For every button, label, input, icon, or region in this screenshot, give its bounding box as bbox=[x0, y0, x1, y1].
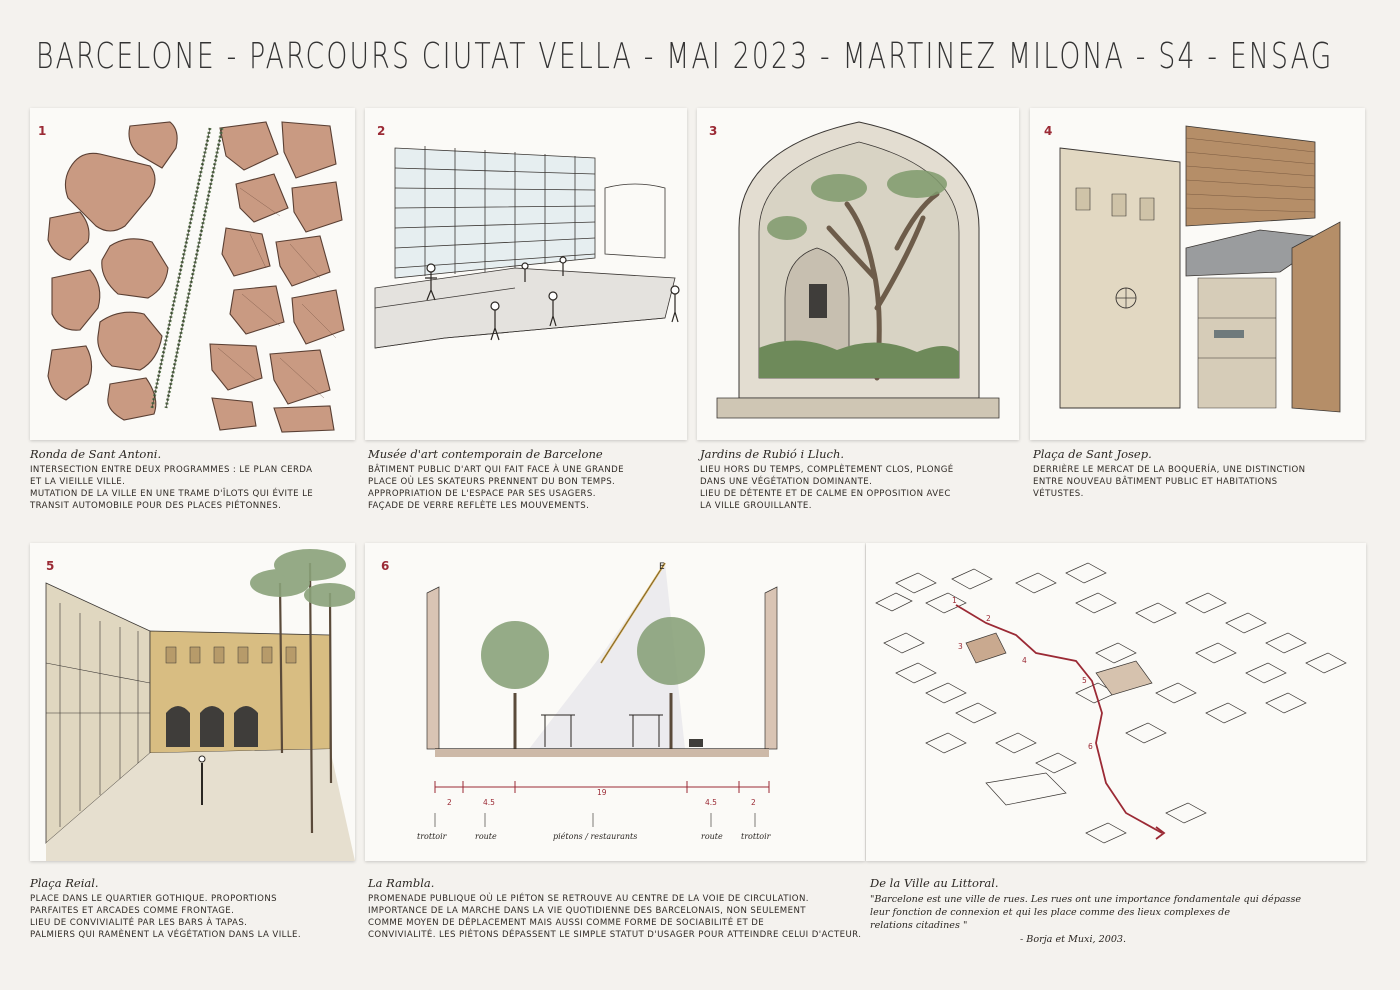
caption-6-text: PROMENADE PUBLIQUE OÙ LE PIÉTON SE RETROUVE AU CENTRE DE LA VOIE DE CIRCULATION. IMPORTANCE DE LA MARCHE DANS LA VIE QUOTIDIENNE DES BARCELONAIS, NON SEULEMENT COMME MOYEN DE DÉPLACEMENT MAIS AUSSI COMME FORME DE SOCIABILITÉ ET DE CONVIVIALITÉ. LES PIÉTONS DÉPASSENT LE SIMPLE STATUT D'USAGER POUR ATTEINDRE CELUI D'ACTEUR. bbox=[368, 894, 862, 940]
dim-5: 2 bbox=[751, 798, 756, 807]
panel-1-card bbox=[30, 108, 355, 440]
caption-3-text: LIEU HORS DU TEMPS, COMPLÈTEMENT CLOS, PLONGÉ DANS UNE VÉGÉTATION DOMINANTE. LIEU DE DÉTENTE ET DE CALME EN OPPOSITION AVEC LA VILLE GROUILLANTE. bbox=[700, 465, 954, 511]
panel-5-sketch-plaza bbox=[30, 543, 355, 861]
panel-1-sketch-plan bbox=[30, 108, 355, 440]
route-number-5: 5 bbox=[1082, 676, 1087, 685]
label-pietons: piétons / restaurants bbox=[553, 832, 638, 841]
dim-4: 4.5 bbox=[705, 798, 717, 807]
panel-2-sketch-museum bbox=[365, 108, 687, 440]
caption-6-title: La Rambla. bbox=[368, 876, 435, 890]
label-route-left: route bbox=[475, 832, 497, 841]
caption-7-title: De la Ville au Littoral. bbox=[870, 876, 999, 890]
dim-2: 4.5 bbox=[483, 798, 495, 807]
panel-5-number: 5 bbox=[46, 559, 55, 573]
route-number-4: 4 bbox=[1022, 656, 1027, 665]
route-number-3: 3 bbox=[958, 642, 963, 651]
caption-1 bbox=[30, 447, 360, 512]
caption-7 bbox=[870, 876, 1366, 945]
sheet-title: BARCELONE - PARCOURS CIUTAT VELLA - MAI 2023 - MARTINEZ MILONA - S4 - ENSAG bbox=[36, 36, 1334, 77]
caption-2-text: BÂTIMENT PUBLIC D'ART QUI FAIT FACE À UNE GRANDE PLACE OÙ LES SKATEURS PRENNENT DU BON TEMPS. APPROPRIATION DE L'ESPACE PAR SES USAGERS. FAÇADE DE VERRE REFLÈTE LES MOUVEMENTS. bbox=[368, 465, 624, 511]
route-number-1: 1 bbox=[952, 596, 957, 605]
label-trottoir-right: trottoir bbox=[741, 832, 771, 841]
panel-6-number: 6 bbox=[381, 559, 390, 573]
route-number-6: 6 bbox=[1088, 742, 1093, 751]
caption-2-title: Musée d'art contemporain de Barcelone bbox=[368, 447, 603, 461]
panel-4-sketch-building bbox=[1030, 108, 1365, 440]
caption-5-title: Plaça Reial. bbox=[30, 876, 99, 890]
caption-7-author: - Borja et Muxi, 2003. bbox=[1020, 934, 1127, 945]
caption-6 bbox=[368, 876, 863, 941]
panel-4-card bbox=[1030, 108, 1365, 440]
caption-4 bbox=[1033, 447, 1368, 500]
panel-3-sketch-garden bbox=[697, 108, 1019, 440]
panel-6-card bbox=[365, 543, 865, 861]
panel-2-card bbox=[365, 108, 687, 440]
panel-3-number: 3 bbox=[709, 124, 718, 138]
caption-4-text: DERRIÈRE LE MERCAT DE LA BOQUERÍA, UNE DISTINCTION ENTRE NOUVEAU BÂTIMENT PUBLIC ET HABITATIONS VÉTUSTES. bbox=[1033, 465, 1306, 499]
panel-6-sketch-section bbox=[365, 543, 865, 861]
panel-3-card bbox=[697, 108, 1019, 440]
label-trottoir-left: trottoir bbox=[417, 832, 447, 841]
dim-1: 2 bbox=[447, 798, 452, 807]
panel-4-number: 4 bbox=[1044, 124, 1053, 138]
caption-7-quote: "Barcelone est une ville de rues. Les rues ont une importance fondamentale qui dépasse leur fonction de connexion et qui les place comme des lieux complexes de relations citadines " bbox=[870, 894, 1302, 931]
caption-3 bbox=[700, 447, 1025, 512]
panel-7-sketch-axonometric bbox=[866, 543, 1366, 861]
dim-3: 19 bbox=[597, 788, 607, 797]
caption-1-title: Ronda de Sant Antoni. bbox=[30, 447, 162, 461]
panel-7-card bbox=[866, 543, 1366, 861]
panel-1-number: 1 bbox=[38, 124, 47, 138]
label-route-right: route bbox=[701, 832, 723, 841]
caption-2 bbox=[368, 447, 698, 512]
caption-3-title: Jardins de Rubió i Lluch. bbox=[700, 447, 845, 461]
caption-4-title: Plaça de Sant Josep. bbox=[1033, 447, 1152, 461]
caption-5 bbox=[30, 876, 360, 941]
panel-5-card bbox=[30, 543, 355, 861]
caption-1-text: INTERSECTION ENTRE DEUX PROGRAMMES : LE PLAN CERDA ET LA VIEILLE VILLE. MUTATION DE LA VILLE EN UNE TRAME D'ÎLOTS QUI ÉVITE LE TRANSIT AUTOMOBILE POUR DES PLACES PIÉTONNES. bbox=[30, 465, 314, 511]
route-number-2: 2 bbox=[986, 614, 991, 623]
compass-label: E bbox=[659, 562, 665, 572]
panel-2-number: 2 bbox=[377, 124, 386, 138]
caption-5-text: PLACE DANS LE QUARTIER GOTHIQUE. PROPORTIONS PARFAITES ET ARCADES COMME FRONTAGE. LIEU DE CONVIVIALITÉ PAR LES BARS À TAPAS. PALMIERS QUI RAMÈNENT LA VÉGÉTATION DANS LA VILLE. bbox=[30, 894, 301, 940]
